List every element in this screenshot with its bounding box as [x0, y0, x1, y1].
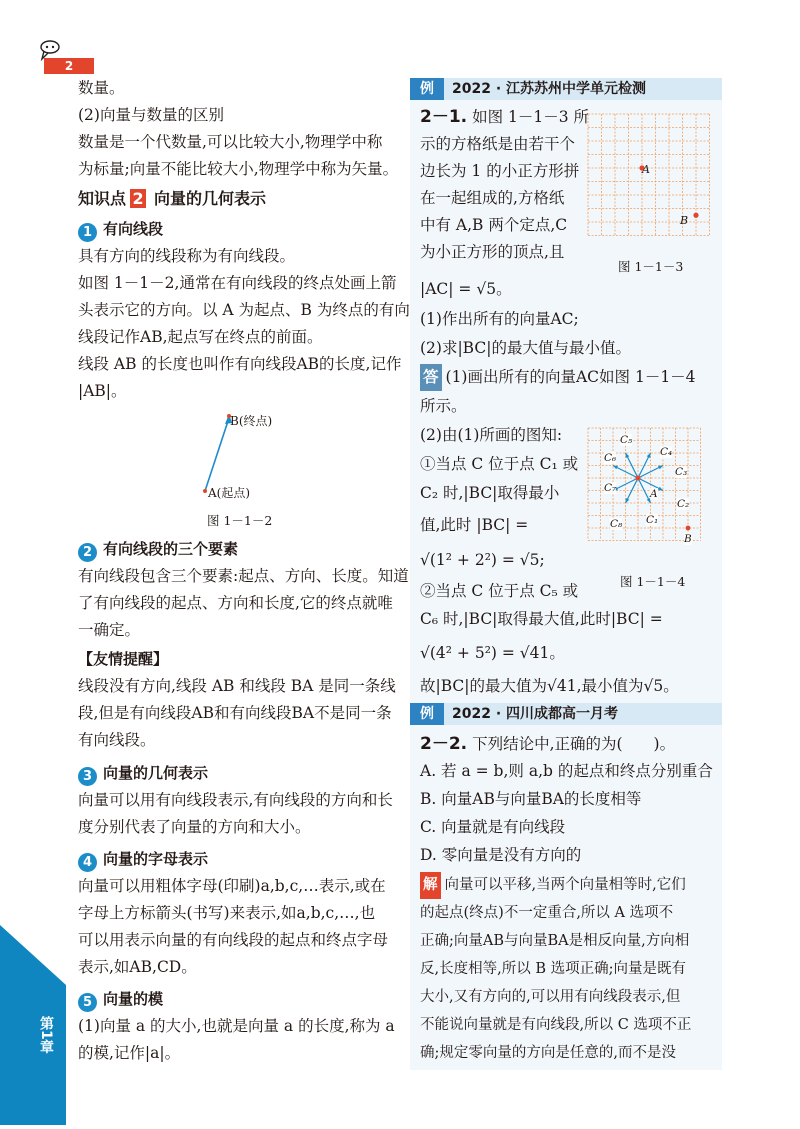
section-title: 有向线段的三个要素	[103, 540, 239, 558]
grid-point-label: A	[650, 488, 658, 500]
text-line: |AC| = √5。	[420, 280, 512, 298]
section-number-badge: 4	[78, 853, 97, 872]
text-line: 大小,又有方向的,可以用有向线段表示,但	[420, 989, 681, 1005]
text-line: 故|BC|的最大值为√41,最小值为√5。	[420, 677, 679, 695]
point-b-dot	[693, 213, 698, 218]
text-line: 表示,如AB,CD。	[78, 958, 197, 976]
text-line: 示的方格纸是由若干个	[420, 135, 576, 153]
text-line: 在一起组成的,方格纸	[420, 189, 565, 207]
section-number-badge: 5	[78, 993, 97, 1012]
figure-caption: 图 1－1－3	[618, 259, 684, 274]
grid-point-label: B	[684, 533, 692, 545]
section-heading	[78, 988, 163, 1012]
option-b: B. 向量AB与向量BA的长度相等	[420, 790, 642, 808]
example-tag: 例	[410, 703, 444, 725]
section-number-badge: 3	[78, 767, 97, 786]
section-title: 有向线段	[103, 220, 164, 238]
point-b-label: B(终点)	[230, 414, 273, 428]
chapter-label: 第1章	[38, 1016, 54, 1054]
text-line: 的模,记作|a|。	[78, 1044, 181, 1062]
grid-point-label: C₁	[646, 514, 659, 526]
text-line: (2)向量与数量的区别	[78, 106, 224, 124]
section-heading	[78, 218, 163, 242]
example-number: 2－1.	[420, 107, 468, 127]
text-line: 线段记作AB,起点写在终点的前面。	[78, 328, 323, 346]
chapter-side-bar	[0, 925, 66, 1125]
grid-point-label: C₆	[604, 452, 617, 464]
text-line: 确;规定零向量的方向是任意的,而不是没	[420, 1045, 676, 1061]
text-line: ②当点 C 位于点 C₅ 或	[420, 582, 579, 600]
text-line: 了有向线段的起点、方向和长度,它的终点就唯	[78, 594, 393, 612]
example-source: 2022 · 四川成都高一月考	[452, 706, 619, 722]
grid-point-label: C₂	[677, 498, 690, 510]
section-number-badge: 2	[78, 543, 97, 562]
text-line: 为小正方形的顶点,且	[420, 243, 565, 261]
text-line: 如图 1－1－2,通常在有向线段的终点处画上箭	[78, 274, 397, 292]
grid-point-label: C₅	[620, 434, 633, 446]
text-line	[420, 104, 589, 131]
text-line	[420, 731, 675, 758]
knowledge-point-heading	[78, 186, 266, 209]
section-title: 向量的几何表示	[103, 764, 209, 782]
option-d: D. 零向量是没有方向的	[420, 846, 582, 864]
text-line: 有向线段。	[78, 731, 156, 749]
figure-grid-1-1-3	[586, 110, 712, 246]
section-heading	[78, 538, 238, 562]
kp-prefix: 知识点	[78, 189, 127, 208]
example-source-bar	[410, 703, 722, 725]
grid-point-label: C₄	[660, 446, 673, 458]
answer-tag: 答	[420, 364, 442, 391]
text-line: 一确定。	[78, 621, 141, 639]
text-line: (1)作出所有的向量AC;	[420, 310, 579, 328]
tip-title: 【友情提醒】	[78, 650, 169, 668]
text-line: (2)求|BC|的最大值与最小值。	[420, 339, 631, 357]
text-line: 度分别代表了向量的方向和大小。	[78, 818, 311, 836]
kp-title: 向量的几何表示	[154, 189, 267, 208]
text-line: 不能说向量就是有向线段,所以 C 选项不正	[420, 1017, 692, 1033]
page-number: 2	[64, 59, 74, 73]
point-b-dot	[686, 526, 691, 531]
text-line: (2)由(1)所画的图知:	[420, 426, 563, 444]
text-line: 正确;向量AB与向量BA是相反向量,方向相	[420, 933, 690, 949]
text-line: 头表示它的方向。以 A 为起点、B 为终点的有向	[78, 301, 410, 319]
section-heading	[78, 762, 208, 786]
text-line: |AB|。	[78, 382, 127, 400]
text-line: 数量。	[78, 79, 125, 97]
grid-point-label: C₃	[675, 466, 688, 478]
text-line: C₂ 时,|BC|取得最小	[420, 484, 560, 502]
text-line: 中有 A,B 两个定点,C	[420, 216, 568, 234]
section-heading	[78, 848, 208, 872]
text-line: ①当点 C 位于点 C₁ 或	[420, 455, 579, 473]
text-line: 段,但是有向线段AB和有向线段BA不是同一条	[78, 704, 392, 722]
section-title: 向量的字母表示	[103, 850, 209, 868]
text-line: 的起点(终点)不一定重合,所以 A 选项不	[420, 905, 674, 921]
grid-point-label: C₇	[604, 482, 617, 494]
option-a: A. 若 a = b,则 a,b 的起点和终点分别重合	[420, 762, 713, 780]
example-text: 如图 1－1－3 所	[472, 108, 590, 126]
solution-tag: 解	[420, 872, 441, 899]
example-tag: 例	[410, 78, 444, 100]
example-number: 2－2.	[420, 734, 468, 754]
text-line: 有向线段包含三个要素:起点、方向、长度。知道	[78, 567, 409, 585]
page-number-tab	[44, 58, 94, 74]
example-source-bar	[410, 78, 722, 100]
text-line	[420, 872, 686, 899]
answer-text: (1)画出所有的向量AC如图 1－1－4	[445, 368, 696, 386]
text-line: √(1² + 2²) = √5;	[420, 551, 545, 569]
section-title: 向量的模	[103, 990, 164, 1008]
figure-caption: 图 1－1－2	[207, 513, 273, 528]
text-line: √(4² + 5²) = √41。	[420, 644, 565, 662]
text-line: 向量可以用有向线段表示,有向线段的方向和长	[78, 791, 393, 809]
example-source: 2022 · 江苏苏州中学单元检测	[452, 81, 647, 97]
text-line: 所示。	[420, 397, 467, 415]
grid-point-a-label: A	[642, 163, 650, 176]
option-c: C. 向量就是有向线段	[420, 818, 566, 836]
grid-point-label: C₈	[610, 518, 623, 530]
text-line: 反,长度相等,所以 B 选项正确;向量是既有	[420, 961, 686, 977]
section-number-badge: 1	[78, 223, 97, 242]
text-line: 线段 AB 的长度也叫作有向线段AB的长度,记作	[78, 355, 402, 373]
point-a-dot	[636, 476, 641, 481]
text-line: 为标量;向量不能比较大小,物理学中称为矢量。	[78, 160, 399, 178]
text-line: 可以用表示向量的有向线段的起点和终点字母	[78, 931, 389, 949]
text-line: 值,此时 |BC| =	[420, 516, 529, 534]
text-line: C₆ 时,|BC|取得最大值,此时|BC| =	[420, 610, 663, 628]
text-line: 数量是一个代数量,可以比较大小,物理学中称	[78, 133, 383, 151]
text-line	[420, 364, 696, 391]
text-line: 向量可以用粗体字母(印刷)a,b,c,…表示,或在	[78, 877, 386, 895]
example-text: 下列结论中,正确的为( )。	[472, 735, 676, 753]
solution-text: 向量可以平移,当两个向量相等时,它们	[444, 877, 686, 893]
text-line: 具有方向的线段称为有向线段。	[78, 247, 296, 265]
text-line: 线段没有方向,线段 AB 和线段 BA 是同一条线	[78, 677, 396, 695]
kp-number-badge: 2	[130, 189, 146, 208]
grid-point-b-label: B	[680, 214, 689, 227]
text-line: 字母上方标箭头(书写)来表示,如a,b,c,…,也	[78, 904, 376, 922]
point-a-label: A(起点)	[208, 486, 251, 500]
text-line: 边长为 1 的小正方形拼	[420, 162, 580, 180]
figure-caption: 图 1－1－4	[620, 574, 686, 589]
text-line: (1)向量 a 的大小,也就是向量 a 的长度,称为 a	[78, 1017, 395, 1035]
